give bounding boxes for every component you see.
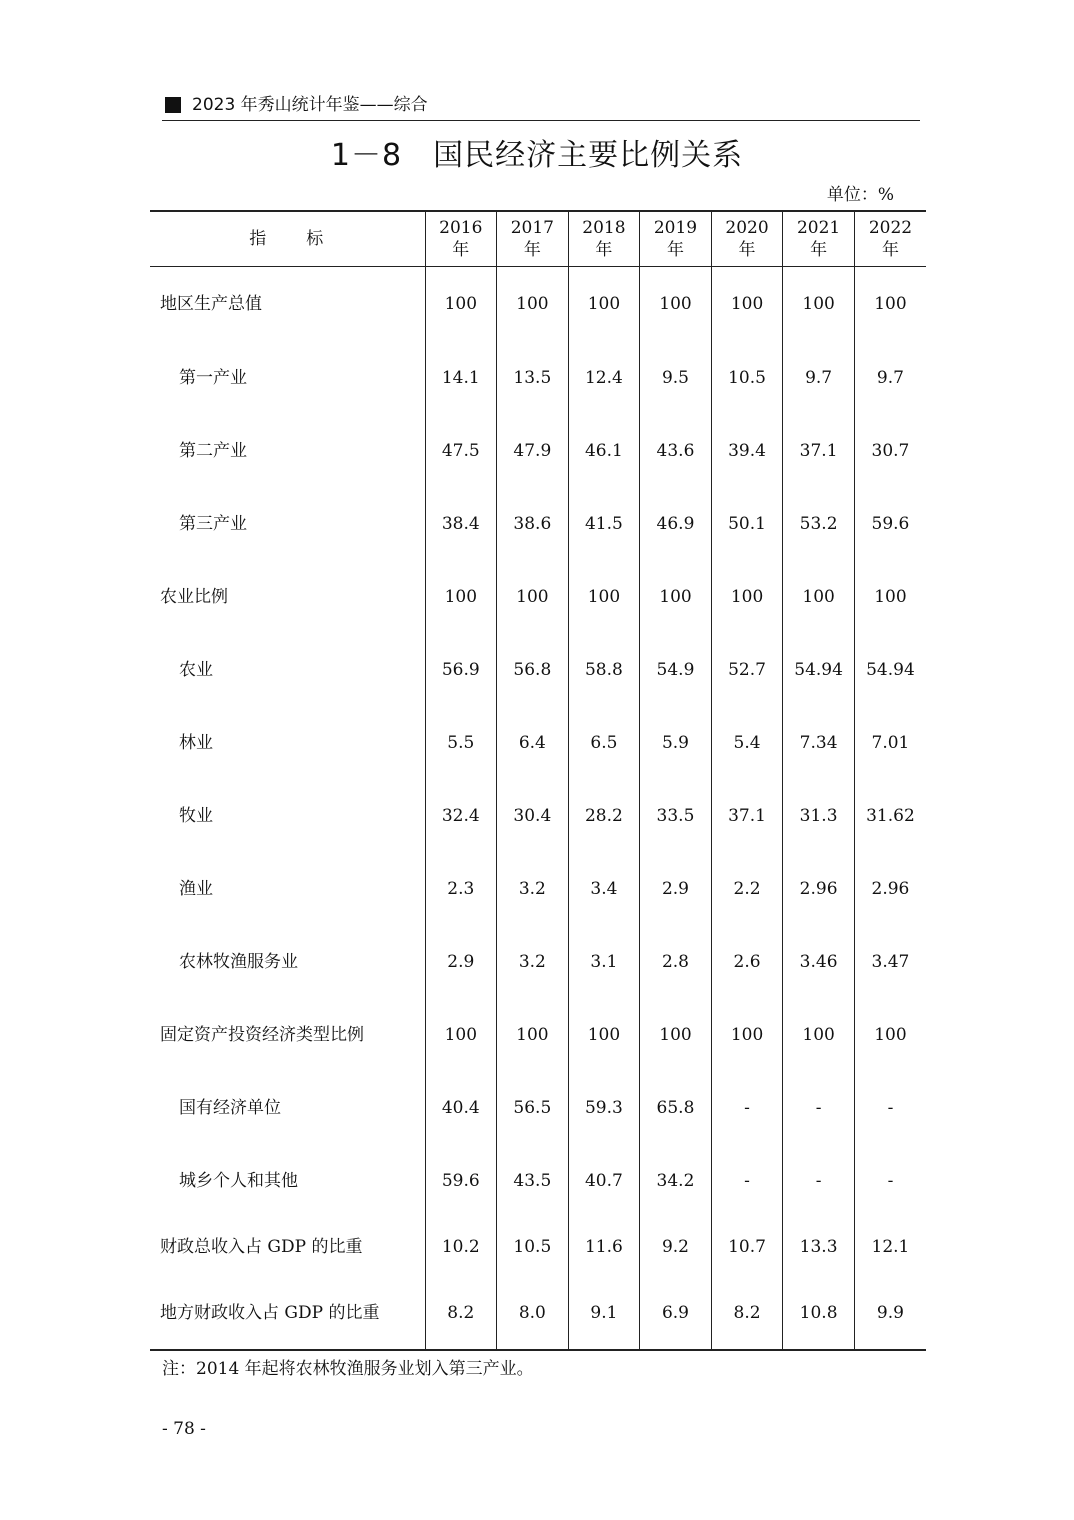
table-cell: 31.3 bbox=[783, 779, 855, 852]
table-cell: 59.6 bbox=[854, 487, 926, 560]
running-header-text: 2023 年秀山统计年鉴——综合 bbox=[192, 95, 428, 115]
table-title: 1－8 国民经济主要比例关系 bbox=[330, 138, 744, 173]
table-cell: 9.5 bbox=[640, 341, 712, 414]
table-cell: 38.6 bbox=[497, 487, 569, 560]
table-cell: 100 bbox=[783, 560, 855, 633]
table-cell: 100 bbox=[711, 266, 783, 341]
row-label: 固定资产投资经济类型比例 bbox=[160, 1024, 364, 1045]
table-cell: 8.0 bbox=[497, 1277, 569, 1350]
table-cell: 54.94 bbox=[854, 633, 926, 706]
row-label: 国有经济单位 bbox=[179, 1097, 281, 1118]
table-cell: 6.9 bbox=[640, 1277, 712, 1350]
table-cell: 2.3 bbox=[425, 852, 497, 925]
table-row bbox=[150, 633, 926, 706]
year-header bbox=[425, 211, 497, 266]
table-cell: 3.1 bbox=[568, 925, 640, 998]
table-cell: 43.6 bbox=[640, 414, 712, 487]
table-cell: 2.9 bbox=[640, 852, 712, 925]
table-row bbox=[150, 925, 926, 998]
row-label: 牧业 bbox=[179, 805, 213, 826]
table-cell: 100 bbox=[783, 266, 855, 341]
table-cell: 34.2 bbox=[640, 1144, 712, 1217]
row-label: 第一产业 bbox=[179, 367, 247, 388]
row-label: 渔业 bbox=[179, 878, 213, 899]
table-cell: 41.5 bbox=[568, 487, 640, 560]
year-header-year: 2019 bbox=[653, 217, 698, 238]
table-cell: 100 bbox=[854, 266, 926, 341]
year-header-unit: 年 bbox=[666, 239, 684, 260]
table-cell: 37.1 bbox=[783, 414, 855, 487]
year-header-unit: 年 bbox=[452, 239, 470, 260]
row-label: 农业比例 bbox=[160, 586, 228, 607]
table-cell: 56.8 bbox=[497, 633, 569, 706]
table-cell: 9.7 bbox=[854, 341, 926, 414]
table-cell: 3.2 bbox=[497, 852, 569, 925]
year-header bbox=[854, 211, 926, 266]
table-cell: 100 bbox=[497, 560, 569, 633]
year-header-year: 2016 bbox=[439, 217, 483, 238]
table-cell: 10.8 bbox=[783, 1277, 855, 1350]
ratio-table bbox=[150, 210, 926, 1351]
year-header bbox=[497, 211, 569, 266]
row-label: 林业 bbox=[179, 732, 213, 753]
table-cell: - bbox=[854, 1071, 926, 1144]
table-cell: 6.4 bbox=[497, 706, 569, 779]
table-cell: 100 bbox=[640, 560, 712, 633]
row-label: 第三产业 bbox=[179, 513, 247, 534]
row-label: 财政总收入占 GDP 的比重 bbox=[160, 1237, 363, 1257]
table-cell: 5.9 bbox=[640, 706, 712, 779]
table-cell: 2.96 bbox=[854, 852, 926, 925]
indicator-header: 指 标 bbox=[150, 211, 425, 266]
table-cell: 5.4 bbox=[711, 706, 783, 779]
table-cell: 43.5 bbox=[497, 1144, 569, 1217]
table-cell: 9.2 bbox=[640, 1217, 712, 1277]
table-cell: 100 bbox=[640, 266, 712, 341]
table-cell: 100 bbox=[425, 998, 497, 1071]
table-cell: - bbox=[854, 1144, 926, 1217]
table-cell: 13.3 bbox=[783, 1217, 855, 1277]
table-cell: 56.9 bbox=[425, 633, 497, 706]
table-cell: 3.46 bbox=[783, 925, 855, 998]
table-cell: - bbox=[783, 1071, 855, 1144]
table-cell: 59.6 bbox=[425, 1144, 497, 1217]
table-cell: 100 bbox=[783, 998, 855, 1071]
table-cell: 11.6 bbox=[568, 1217, 640, 1277]
table-row bbox=[150, 706, 926, 779]
row-label: 农林牧渔服务业 bbox=[179, 951, 298, 972]
row-label: 城乡个人和其他 bbox=[179, 1170, 298, 1191]
table-cell: 47.9 bbox=[497, 414, 569, 487]
year-header bbox=[568, 211, 640, 266]
table-cell: 33.5 bbox=[640, 779, 712, 852]
table-cell: 28.2 bbox=[568, 779, 640, 852]
table-cell: 100 bbox=[711, 998, 783, 1071]
table-row bbox=[150, 1277, 926, 1350]
table-cell: 3.4 bbox=[568, 852, 640, 925]
table-row bbox=[150, 487, 926, 560]
table-cell: 9.9 bbox=[854, 1277, 926, 1350]
table-cell: 12.4 bbox=[568, 341, 640, 414]
table-cell: 100 bbox=[711, 560, 783, 633]
year-header-year: 2021 bbox=[796, 217, 841, 238]
table-cell: 32.4 bbox=[425, 779, 497, 852]
page-number: - 78 - bbox=[162, 1419, 206, 1439]
table-cell: 46.1 bbox=[568, 414, 640, 487]
table-cell: 8.2 bbox=[711, 1277, 783, 1350]
table-cell: 3.47 bbox=[854, 925, 926, 998]
year-header bbox=[711, 211, 783, 266]
table-cell: 2.96 bbox=[783, 852, 855, 925]
table-cell: 54.9 bbox=[640, 633, 712, 706]
year-header-unit: 年 bbox=[523, 239, 541, 260]
table-cell: 100 bbox=[497, 266, 569, 341]
table-body bbox=[150, 266, 926, 1350]
table-cell: 10.5 bbox=[711, 341, 783, 414]
table-cell: 100 bbox=[568, 998, 640, 1071]
table-cell: 53.2 bbox=[783, 487, 855, 560]
table-cell: 100 bbox=[497, 998, 569, 1071]
table-cell: 38.4 bbox=[425, 487, 497, 560]
table-cell: 31.62 bbox=[854, 779, 926, 852]
table-cell: 2.9 bbox=[425, 925, 497, 998]
year-header-year: 2018 bbox=[582, 217, 626, 238]
table-cell: 30.7 bbox=[854, 414, 926, 487]
year-header-unit: 年 bbox=[810, 239, 828, 260]
table-cell: 10.5 bbox=[497, 1217, 569, 1277]
square-bullet-icon bbox=[165, 97, 181, 113]
year-header-unit: 年 bbox=[595, 239, 613, 260]
table-cell: 40.7 bbox=[568, 1144, 640, 1217]
table-row bbox=[150, 779, 926, 852]
year-header-year: 2017 bbox=[510, 217, 554, 238]
year-header-year: 2022 bbox=[868, 217, 913, 238]
year-header-year: 2020 bbox=[725, 217, 769, 238]
table-cell: 65.8 bbox=[640, 1071, 712, 1144]
table-cell: - bbox=[711, 1144, 783, 1217]
running-header bbox=[162, 94, 920, 121]
table-cell: 100 bbox=[640, 998, 712, 1071]
row-label: 地方财政收入占 GDP 的比重 bbox=[150, 1277, 425, 1350]
table-row bbox=[150, 998, 926, 1071]
row-label: 第二产业 bbox=[179, 440, 247, 461]
row-label: 地区生产总值 bbox=[160, 293, 262, 314]
table-cell: 52.7 bbox=[711, 633, 783, 706]
table-cell: 56.5 bbox=[497, 1071, 569, 1144]
table-row bbox=[150, 1217, 926, 1277]
table-cell: 9.1 bbox=[568, 1277, 640, 1350]
table-cell: 46.9 bbox=[640, 487, 712, 560]
table-cell: 14.1 bbox=[425, 341, 497, 414]
table-row bbox=[150, 1071, 926, 1144]
table-header-row bbox=[150, 211, 926, 266]
table-row bbox=[150, 1144, 926, 1217]
table-cell: 100 bbox=[854, 998, 926, 1071]
table-cell: 8.2 bbox=[425, 1277, 497, 1350]
table-row bbox=[150, 852, 926, 925]
table-row bbox=[150, 560, 926, 633]
table-cell: 50.1 bbox=[711, 487, 783, 560]
table-cell: 7.34 bbox=[783, 706, 855, 779]
table-row bbox=[150, 341, 926, 414]
table-cell: 47.5 bbox=[425, 414, 497, 487]
table-cell: 2.6 bbox=[711, 925, 783, 998]
unit-label: 单位：% bbox=[826, 185, 894, 205]
table-row bbox=[150, 414, 926, 487]
table-cell: 100 bbox=[425, 560, 497, 633]
table-cell: 30.4 bbox=[497, 779, 569, 852]
year-header bbox=[783, 211, 855, 266]
year-header bbox=[640, 211, 712, 266]
table-cell: - bbox=[711, 1071, 783, 1144]
table-cell: 39.4 bbox=[711, 414, 783, 487]
table-cell: 9.7 bbox=[783, 341, 855, 414]
table-cell: - bbox=[783, 1144, 855, 1217]
table-cell: 40.4 bbox=[425, 1071, 497, 1144]
table-cell: 13.5 bbox=[497, 341, 569, 414]
table-cell: 3.2 bbox=[497, 925, 569, 998]
table-cell: 100 bbox=[568, 266, 640, 341]
table-cell: 2.8 bbox=[640, 925, 712, 998]
table-cell: 10.2 bbox=[425, 1217, 497, 1277]
row-label: 农业 bbox=[179, 659, 213, 680]
table-cell: 100 bbox=[568, 560, 640, 633]
year-header-unit: 年 bbox=[881, 239, 899, 260]
table-cell: 2.2 bbox=[711, 852, 783, 925]
table-cell: 100 bbox=[425, 266, 497, 341]
year-header-unit: 年 bbox=[738, 239, 756, 260]
table-cell: 54.94 bbox=[783, 633, 855, 706]
table-cell: 59.3 bbox=[568, 1071, 640, 1144]
table-cell: 37.1 bbox=[711, 779, 783, 852]
table-cell: 100 bbox=[854, 560, 926, 633]
table-cell: 58.8 bbox=[568, 633, 640, 706]
table-cell: 12.1 bbox=[854, 1217, 926, 1277]
table-cell: 10.7 bbox=[711, 1217, 783, 1277]
table-row bbox=[150, 266, 926, 341]
table-cell: 6.5 bbox=[568, 706, 640, 779]
table-cell: 5.5 bbox=[425, 706, 497, 779]
table-cell: 7.01 bbox=[854, 706, 926, 779]
footnote: 注：2014 年起将农林牧渔服务业划入第三产业。 bbox=[162, 1359, 534, 1379]
